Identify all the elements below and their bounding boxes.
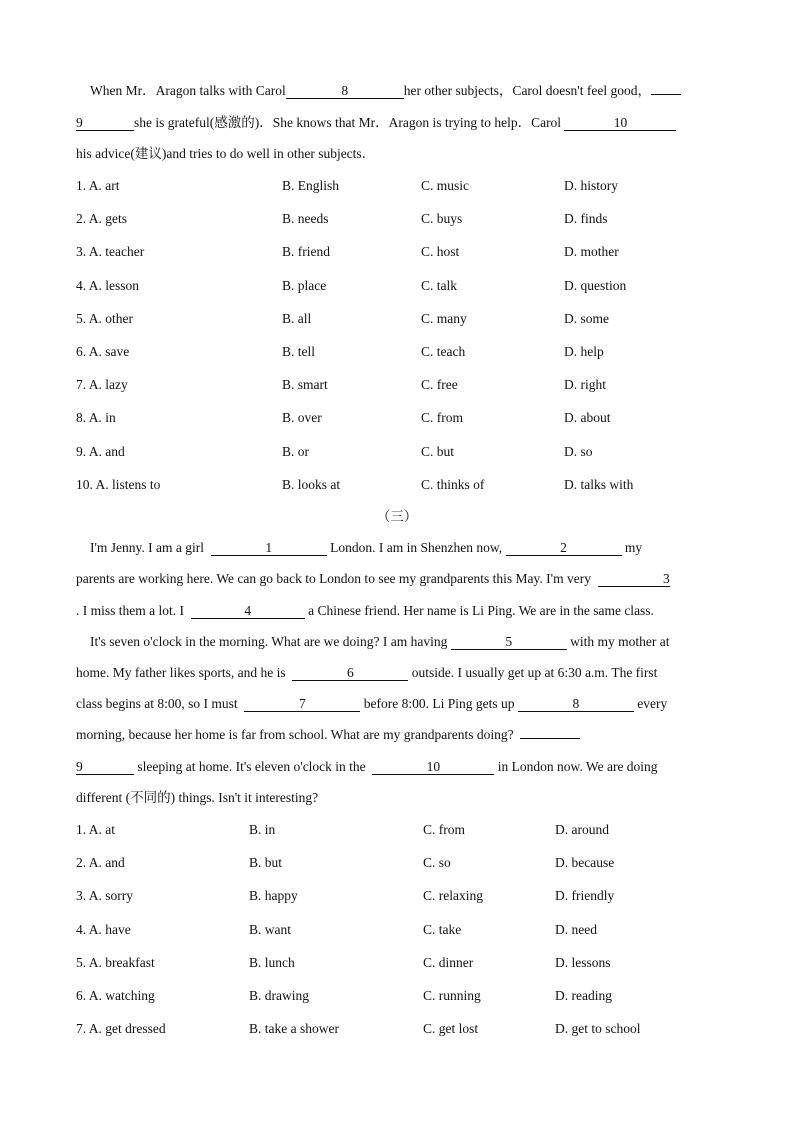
question-number: 7. A. xyxy=(76,1021,102,1037)
option-a-text: gets xyxy=(105,211,128,227)
option-c[interactable]: C. take xyxy=(423,921,462,937)
option-b[interactable]: B. in xyxy=(249,822,276,837)
blank-number: 8 xyxy=(572,696,580,711)
option-c[interactable]: C. buys xyxy=(421,211,463,227)
blank-8[interactable] xyxy=(286,83,404,99)
section-heading: （三） xyxy=(376,509,418,524)
option-d[interactable]: D. get to school xyxy=(555,1021,641,1037)
passage3-line-1 xyxy=(90,539,642,557)
option-a[interactable] xyxy=(76,210,127,228)
question-number: 6. A. xyxy=(76,344,102,359)
option-a-text: and xyxy=(105,855,125,871)
option-d[interactable]: D. talks with xyxy=(564,476,634,492)
passage-text: with my mother at xyxy=(570,634,670,649)
blank-number: 6 xyxy=(346,665,354,680)
question-number: 2. A. xyxy=(76,211,102,227)
passage3-line-4 xyxy=(90,633,670,651)
option-a-text: listens to xyxy=(112,476,161,492)
blank-9-start[interactable] xyxy=(520,738,580,739)
passage-text: morning, because her home is far from school. What are my grandparents doing? xyxy=(76,727,514,742)
option-a[interactable] xyxy=(76,243,144,261)
option-a[interactable] xyxy=(76,443,125,461)
passage-text: before 8:00. Li Ping gets up xyxy=(363,696,515,711)
passage-text: every xyxy=(637,696,668,711)
passage-text: outside. I usually get up at 6:30 a.m. The first xyxy=(411,665,658,680)
option-a-text: have xyxy=(105,921,131,937)
passage-text: different (不同的) things. Isn't it interesting? xyxy=(76,790,319,805)
blank-6[interactable] xyxy=(292,665,408,681)
question-number: 3. A. xyxy=(76,244,102,260)
option-a[interactable] xyxy=(76,987,155,1005)
option-b[interactable]: B. drawing xyxy=(249,988,309,1003)
passage-text: she is grateful(感激的)．She knows that Mr．Aragon is trying to help．Carol xyxy=(134,115,562,130)
option-d[interactable]: D. need xyxy=(555,921,597,937)
option-a-text: watching xyxy=(105,988,155,1003)
option-d[interactable]: D. help xyxy=(564,344,604,359)
option-a-text: get dressed xyxy=(105,1021,166,1037)
passage-text: When Mr．Aragon talks with Carol xyxy=(90,83,286,98)
option-b[interactable]: B. smart xyxy=(282,377,328,393)
option-a-text: and xyxy=(105,443,125,459)
option-c[interactable]: C. running xyxy=(423,988,481,1003)
option-d[interactable]: D. reading xyxy=(555,988,612,1003)
blank-5[interactable] xyxy=(451,634,567,650)
passage-text: in London now. We are doing xyxy=(497,759,658,774)
option-b[interactable]: B. happy xyxy=(249,888,298,904)
option-c[interactable]: C. dinner xyxy=(423,954,474,970)
question-number: 8. A. xyxy=(76,410,102,426)
option-b[interactable]: B. over xyxy=(282,410,322,426)
blank-2[interactable] xyxy=(506,540,622,556)
blank-number: 10 xyxy=(426,759,441,774)
question-number: 2. A. xyxy=(76,855,102,871)
question-number: 5. A. xyxy=(76,310,102,326)
passage-text: It's seven o'clock in the morning. What are we doing? I am having xyxy=(90,634,448,649)
option-b[interactable]: B. all xyxy=(282,310,312,326)
option-b[interactable]: B. friend xyxy=(282,244,330,260)
option-a[interactable] xyxy=(76,954,155,972)
option-a-text: breakfast xyxy=(105,954,155,970)
passage-text: a Chinese friend. Her name is Li Ping. We are in the same class. xyxy=(308,603,654,618)
blank-number: 9 xyxy=(76,759,83,774)
option-d[interactable]: D. because xyxy=(555,855,615,871)
option-a-text: sorry xyxy=(105,888,134,904)
passage-text: parents are working here. We can go back to London to see my grandparents this May. I'm very xyxy=(76,571,591,586)
option-a[interactable] xyxy=(76,376,128,394)
blank-number: 8 xyxy=(341,83,349,98)
option-d[interactable]: D. friendly xyxy=(555,888,615,904)
passage2-line-2 xyxy=(76,114,676,132)
option-c[interactable]: C. thinks of xyxy=(421,476,485,492)
blank-1[interactable] xyxy=(211,540,327,556)
option-b[interactable]: B. tell xyxy=(282,344,315,359)
option-a[interactable] xyxy=(76,177,120,195)
option-b[interactable]: B. place xyxy=(282,277,327,293)
option-a[interactable] xyxy=(76,887,133,905)
option-d[interactable]: D. some xyxy=(564,310,609,326)
passage-text: I'm Jenny. I am a girl xyxy=(90,540,205,555)
option-b[interactable]: B. or xyxy=(282,443,309,459)
option-c[interactable]: C. get lost xyxy=(423,1021,479,1037)
blank-number: 1 xyxy=(265,540,273,555)
option-a-text: lazy xyxy=(105,377,128,393)
option-c[interactable]: C. talk xyxy=(421,277,457,293)
option-b[interactable]: B. needs xyxy=(282,211,329,227)
option-a-text: teacher xyxy=(105,244,145,260)
option-b[interactable]: B. lunch xyxy=(249,954,295,970)
option-b[interactable]: B. looks at xyxy=(282,476,341,492)
option-d[interactable]: D. finds xyxy=(564,211,608,227)
option-b[interactable]: B. want xyxy=(249,921,291,937)
option-a[interactable] xyxy=(76,821,115,839)
passage3-line-7 xyxy=(76,726,580,744)
option-a[interactable] xyxy=(76,409,116,427)
option-c[interactable]: C. from xyxy=(423,822,465,837)
passage2-line-3 xyxy=(76,145,375,163)
option-d[interactable]: D. mother xyxy=(564,244,619,260)
blank-3[interactable] xyxy=(598,571,670,587)
blank-number: 4 xyxy=(244,603,252,618)
option-a[interactable] xyxy=(76,476,160,494)
blank-7[interactable] xyxy=(244,696,360,712)
option-c[interactable]: C. from xyxy=(421,410,463,426)
blank-number: 2 xyxy=(560,540,567,555)
option-a[interactable] xyxy=(76,921,131,939)
option-a[interactable] xyxy=(76,343,129,361)
option-d[interactable]: D. around xyxy=(555,822,609,837)
option-a-text: save xyxy=(105,344,130,359)
blank-number: 7 xyxy=(299,696,306,711)
blank-4[interactable] xyxy=(191,603,305,619)
option-c[interactable]: C. music xyxy=(421,178,470,193)
passage-text: his advice(建议)and tries to do well in other subjects． xyxy=(76,146,376,161)
question-number: 7. A. xyxy=(76,377,102,393)
option-c[interactable]: C. free xyxy=(421,377,458,393)
blank-9-start[interactable] xyxy=(651,94,681,95)
option-c[interactable]: C. teach xyxy=(421,344,466,359)
passage3-line-8 xyxy=(76,758,658,776)
passage3-line-6 xyxy=(76,695,667,713)
option-d[interactable]: D. lessons xyxy=(555,954,611,970)
option-d[interactable]: D. history xyxy=(564,178,618,193)
passage3-line-9 xyxy=(76,789,318,807)
question-number: 9. A. xyxy=(76,443,102,459)
option-d[interactable]: D. question xyxy=(564,277,627,293)
passage3-line-3 xyxy=(76,602,654,620)
passage-text: her other subjects，Carol doesn't feel good， xyxy=(403,83,651,98)
option-d[interactable]: D. so xyxy=(564,443,593,459)
passage-text: my xyxy=(624,540,643,555)
option-a-text: other xyxy=(105,310,134,326)
blank-number: 10 xyxy=(613,115,628,130)
option-b[interactable]: B. take a shower xyxy=(249,1021,339,1037)
blank-10[interactable] xyxy=(372,759,494,775)
blank-8[interactable] xyxy=(518,696,634,712)
passage-text: class begins at 8:00, so I must xyxy=(76,696,238,711)
question-number: 4. A. xyxy=(76,921,102,937)
question-number: 10. A. xyxy=(76,476,109,492)
option-a-text: lesson xyxy=(105,277,140,293)
option-c[interactable]: C. host xyxy=(421,244,460,260)
option-d[interactable]: D. right xyxy=(564,377,606,393)
question-number: 1. A. xyxy=(76,178,102,193)
question-number: 1. A. xyxy=(76,822,102,837)
question-number: 4. A. xyxy=(76,277,102,293)
option-a-text: in xyxy=(105,410,116,426)
option-a-text: at xyxy=(105,822,116,837)
blank-9[interactable] xyxy=(76,115,134,131)
passage-text: London. I am in Shenzhen now, xyxy=(330,540,503,555)
option-c[interactable]: C. so xyxy=(423,855,451,871)
option-a[interactable] xyxy=(76,310,133,328)
blank-9[interactable] xyxy=(76,759,134,775)
passage-text: . I miss them a lot. I xyxy=(76,603,184,618)
question-number: 3. A. xyxy=(76,888,102,904)
option-a[interactable] xyxy=(76,1020,166,1038)
blank-10[interactable] xyxy=(564,115,676,131)
passage-text: home. My father likes sports, and he is xyxy=(76,665,286,680)
option-c[interactable]: C. but xyxy=(421,443,455,459)
blank-number: 9 xyxy=(76,115,83,130)
option-d[interactable]: D. about xyxy=(564,410,611,426)
option-c[interactable]: C. relaxing xyxy=(423,888,483,904)
option-b[interactable]: B. but xyxy=(249,855,283,871)
option-b[interactable]: B. English xyxy=(282,178,340,193)
option-a[interactable] xyxy=(76,277,139,295)
option-a[interactable] xyxy=(76,854,125,872)
question-number: 6. A. xyxy=(76,988,102,1003)
passage-text: sleeping at home. It's eleven o'clock in the xyxy=(137,759,366,774)
blank-number: 3 xyxy=(662,571,670,586)
passage2-line-1 xyxy=(90,82,681,100)
blank-number: 5 xyxy=(505,634,513,649)
passage3-line-2 xyxy=(76,570,670,588)
option-a-text: art xyxy=(105,178,120,193)
option-c[interactable]: C. many xyxy=(421,310,467,326)
passage3-line-5 xyxy=(76,664,657,682)
question-number: 5. A. xyxy=(76,954,102,970)
